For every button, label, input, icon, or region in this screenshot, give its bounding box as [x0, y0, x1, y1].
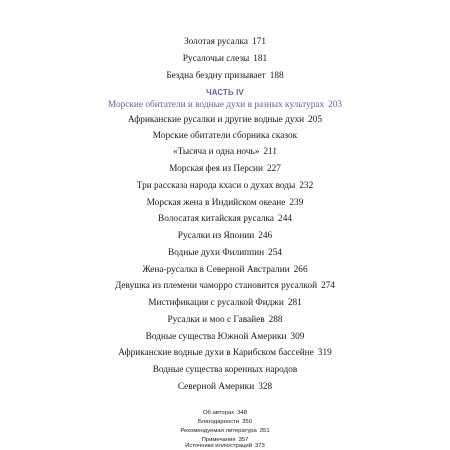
toc-entry-page: 211: [263, 147, 278, 157]
toc-entry-title: Африканские русалки и другие водные духи: [127, 115, 305, 125]
toc-entry-title: Северной Америки: [177, 382, 255, 392]
back-matter-entry: [0, 442, 450, 450]
toc-entry-page: 239: [289, 198, 304, 208]
toc-entry-title: Водные духи Филиппин: [167, 248, 265, 258]
toc-entry-title: Бездна бездну призывает: [166, 71, 266, 81]
toc-entry: [0, 247, 450, 259]
toc-entry-title: Африканские водные духи в Карибском бассейне: [118, 348, 314, 358]
toc-entry-page: 254: [268, 248, 283, 258]
toc-entry-page: 232: [299, 181, 314, 191]
toc-entry-title: Жена-русалка в Северной Австралии: [142, 265, 290, 275]
toc-entry: [0, 314, 450, 326]
back-matter-page: 373: [254, 443, 265, 449]
toc-entry-title: Морская жена в Индийском океане: [146, 198, 286, 208]
toc-entry: [0, 163, 450, 175]
toc-entry-title: Водные существа Южной Америки: [145, 332, 287, 342]
toc-entry-title: «Тысяча и одна ночь»: [172, 147, 260, 157]
toc-entry-page: 246: [258, 231, 273, 241]
toc-entry-page: 309: [290, 332, 305, 342]
toc-entry: [0, 146, 450, 158]
toc-entry-page: 205: [308, 115, 323, 125]
part-title-page: 203: [328, 100, 343, 110]
toc-entry: [0, 280, 450, 292]
back-matter-title: Об авторах: [202, 410, 235, 416]
back-matter-page: 350: [242, 419, 252, 425]
toc-entry: [0, 331, 450, 343]
toc-entry-page: 188: [269, 71, 284, 81]
part-title-text: Морские обитатели и водные духи в разных культурах: [107, 100, 325, 110]
toc-entry-title: Русалки из Японии: [177, 231, 255, 241]
back-matter-page: 351: [259, 428, 270, 434]
toc-entry-page: 274: [321, 281, 336, 291]
part-title: [0, 99, 450, 111]
back-matter-page: 348: [237, 410, 248, 416]
back-matter-title: Источники иллюстраций: [185, 443, 252, 449]
back-matter-title: Рекомендуемая литература: [180, 428, 257, 434]
toc-entry: [0, 36, 450, 48]
toc-entry-page: 181: [253, 54, 268, 64]
toc-entry-title: Водные существа коренных народов: [152, 365, 298, 375]
toc-entry-page: 288: [268, 315, 283, 325]
toc-entry-title: Русалки и моо с Гавайев: [167, 315, 265, 325]
back-matter-title: Примечания: [201, 437, 236, 443]
toc-entry: [0, 130, 450, 142]
toc-entry: [0, 264, 450, 276]
toc-entry-page: 171: [252, 37, 266, 47]
toc-entry: [0, 213, 450, 225]
toc-entry: [0, 53, 450, 65]
toc-entry: [0, 347, 450, 359]
back-matter-entry: [0, 418, 450, 426]
toc-entry-page: 266: [293, 265, 308, 275]
toc-entry-title: Девушка из племени чаморро становится русалкой: [114, 281, 318, 291]
back-matter-title: Благодарности: [198, 419, 240, 425]
toc-entry-title: Морская фея из Персии: [169, 164, 263, 174]
toc-entry: [0, 70, 450, 82]
toc-entry-page: 244: [278, 214, 292, 224]
toc-entry-title: Три рассказа народа кхаси о духах воды: [136, 181, 296, 191]
toc-entry: [0, 197, 450, 209]
toc-entry-page: 227: [266, 164, 281, 174]
toc-entry: [0, 230, 450, 242]
back-matter-entry: [0, 427, 450, 435]
toc-entry-title: Морские обитатели сборника сказок: [152, 131, 298, 141]
toc-entry-page: 281: [287, 298, 302, 308]
toc-entry-title: Волосатая китайская русалка: [158, 214, 275, 224]
back-matter-entry: [0, 409, 450, 417]
toc-entry: [0, 381, 450, 393]
toc-entry-title: Русалочьи слезы: [182, 54, 250, 64]
back-matter-page: 357: [238, 437, 249, 443]
part-label: ЧАСТЬ IV: [206, 88, 244, 97]
toc-entry: [0, 297, 450, 309]
toc-entry: [0, 364, 450, 376]
toc-entry: [0, 114, 450, 126]
toc-entry-title: Золотая русалка: [184, 37, 249, 47]
toc-entry: [0, 180, 450, 192]
toc-entry-page: 319: [317, 348, 332, 358]
toc-entry-title: Мистификация с русалкой Фиджи: [148, 298, 284, 308]
toc-entry-page: 328: [258, 382, 273, 392]
